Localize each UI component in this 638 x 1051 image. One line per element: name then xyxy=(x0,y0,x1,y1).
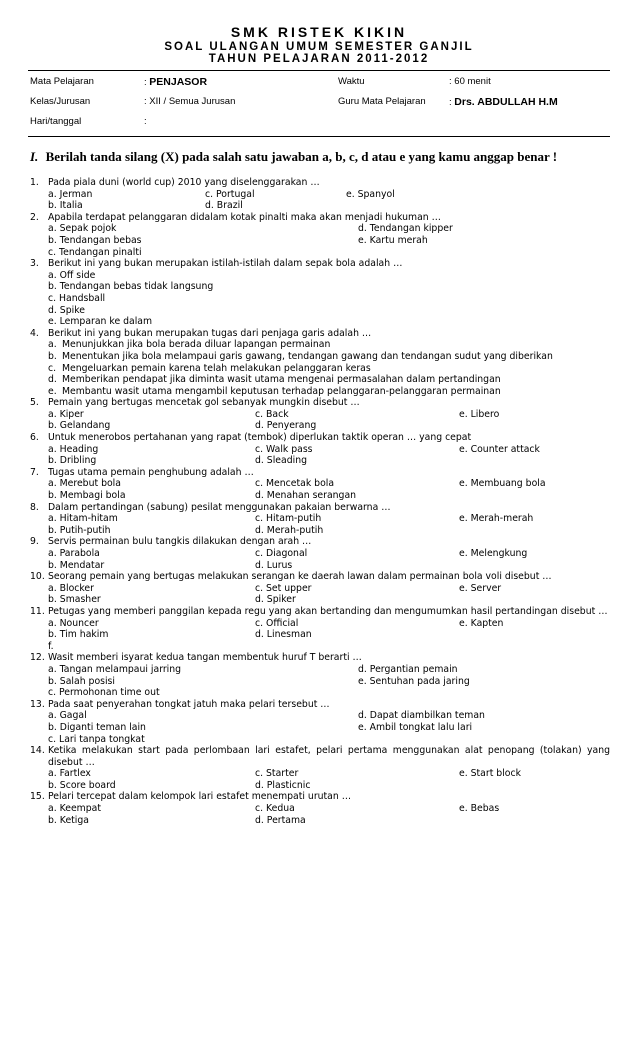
option-label: e. xyxy=(48,385,57,397)
option-c[interactable]: c. Back xyxy=(255,408,289,420)
question-number: 13. xyxy=(30,698,45,710)
option-c[interactable]: c. Lari tanpa tongkat xyxy=(48,733,145,745)
option-d[interactable]: d. Spiker xyxy=(255,594,296,606)
option-c[interactable]: c. Handsball xyxy=(48,292,106,304)
option-d[interactable]: d. Brazil xyxy=(205,200,243,212)
exam-title: SOAL ULANGAN UMUM SEMESTER GANJIL xyxy=(164,41,474,53)
question-text: Servis permainan bulu tangkis dilakukan dengan arah … xyxy=(48,536,312,548)
question-text: Berikut ini yang bukan merupakan istilah-istilah dalam sepak bola adalah … xyxy=(48,258,403,270)
option-b[interactable]: b. Gelandang xyxy=(48,420,111,432)
option-a[interactable]: a. Parabola xyxy=(48,548,100,559)
question-5 xyxy=(30,397,610,432)
teacher-value: Drs. ABDULLAH H.M xyxy=(454,96,558,108)
question-8 xyxy=(30,502,610,537)
option-a[interactable]: a. Nouncer xyxy=(48,617,99,629)
option-label: d. xyxy=(48,374,57,386)
question-15 xyxy=(30,791,610,826)
option-d[interactable]: d. Dapat diambilkan teman xyxy=(358,710,485,722)
option-a[interactable]: a. Fartlex xyxy=(48,768,91,780)
option-a[interactable]: a. Jerman xyxy=(48,188,93,200)
colon: : xyxy=(144,116,147,127)
info-row-subject xyxy=(30,76,610,96)
class-value: XII / Semua Jurusan xyxy=(149,96,236,107)
question-text: Pada saat penyerahan tongkat jatuh maka pelari tersebut … xyxy=(48,698,330,710)
option-c[interactable]: c. Permohonan time out xyxy=(48,687,160,699)
question-text: Apabila terdapat pelanggaran didalam kotak pinalti maka akan menjadi hukuman … xyxy=(48,211,441,223)
option-b[interactable]: b. Tim hakim xyxy=(48,629,109,641)
option-e[interactable]: e. Merah-merah xyxy=(459,513,534,525)
option-a[interactable]: a. Hitam-hitam xyxy=(48,513,118,525)
option-a[interactable]: a. Kiper xyxy=(48,408,84,420)
time-label: Waktu xyxy=(338,76,365,87)
option-c[interactable]: c. Mencetak bola xyxy=(255,478,335,490)
question-number: 9. xyxy=(30,536,39,548)
option-d[interactable]: d. Penyerang xyxy=(255,420,317,432)
question-number: 8. xyxy=(30,501,39,513)
option-e[interactable]: e. Bebas xyxy=(459,803,500,815)
question-number: 5. xyxy=(30,397,39,409)
teacher-label: Guru Mata Pelajaran xyxy=(338,96,426,107)
colon: : xyxy=(144,77,147,88)
option-text: Membantu wasit utama mengambil keputusan terhadap pelanggaran-pelanggaran permainan xyxy=(62,385,501,397)
option-c[interactable]: c. Starter xyxy=(255,768,299,780)
option-e[interactable]: e. Server xyxy=(459,582,502,594)
option-label: a. xyxy=(48,339,57,351)
info-row-date xyxy=(30,116,610,136)
question-number: 6. xyxy=(30,432,39,444)
question-3 xyxy=(30,258,610,328)
question-2 xyxy=(30,212,610,258)
option-d[interactable] xyxy=(48,374,610,386)
question-text: Petugas yang memberi panggilan kepada regu yang akan bertanding dan mengumumkan hasil pertandingan disebut … xyxy=(48,605,608,617)
colon: : xyxy=(449,76,452,87)
option-a[interactable]: a. Blocker xyxy=(48,582,94,594)
option-e[interactable]: e. Sentuhan pada jaring xyxy=(358,675,470,687)
option-c[interactable]: c. Set upper xyxy=(255,582,312,594)
option-b[interactable]: b. Smasher xyxy=(48,594,101,606)
question-12 xyxy=(30,652,610,698)
option-c[interactable]: c. Hitam-putih xyxy=(255,513,322,525)
option-c[interactable]: c. Diagonal xyxy=(255,548,308,559)
option-d[interactable]: d. Menahan serangan xyxy=(255,490,357,502)
option-e[interactable]: e. Ambil tongkat lalu lari xyxy=(358,721,473,733)
subject-label: Mata Pelajaran xyxy=(30,76,94,87)
question-4 xyxy=(30,328,610,398)
question-number: 1. xyxy=(30,177,39,188)
question-text: Wasit memberi isyarat kedua tangan membentuk huruf T berarti … xyxy=(48,652,362,664)
option-e[interactable]: e. Membuang bola xyxy=(459,478,546,490)
question-list xyxy=(30,177,610,826)
option-d[interactable]: d. Lurus xyxy=(255,559,293,571)
option-b[interactable]: b. Diganti teman lain xyxy=(48,721,146,733)
header-divider-top xyxy=(28,70,610,71)
option-e[interactable]: e. Counter attack xyxy=(459,443,540,455)
question-9 xyxy=(30,536,610,571)
question-text: Seorang pemain yang bertugas melakukan serangan ke daerah lawan dalam permainan bola voli disebut … xyxy=(48,571,552,583)
question-number: 2. xyxy=(30,211,39,223)
option-b[interactable]: b. Italia xyxy=(48,200,83,212)
option-a[interactable]: a. Tangan melampaui jarring xyxy=(48,663,182,675)
question-11 xyxy=(30,606,610,652)
question-text: Dalam pertandingan (sabung) pesilat menggunakan pakaian berwarna … xyxy=(48,501,391,513)
option-a[interactable]: a. Keempat xyxy=(48,803,101,815)
question-1 xyxy=(30,177,610,212)
question-number: 3. xyxy=(30,258,39,270)
header-divider-bottom xyxy=(28,136,610,137)
option-b[interactable]: b. Putih-putih xyxy=(48,524,111,536)
colon: : xyxy=(449,97,452,108)
option-text: Mengeluarkan pemain karena telah melakukan pelanggaran keras xyxy=(62,362,371,374)
option-a[interactable]: a. Sepak pojok xyxy=(48,223,117,235)
option-e[interactable]: e. Melengkung xyxy=(459,548,528,559)
option-e[interactable]: e. Kartu merah xyxy=(358,234,428,246)
question-number: 10. xyxy=(30,571,45,583)
option-c[interactable]: c. Portugal xyxy=(205,188,255,200)
question-number: 15. xyxy=(30,791,45,803)
option-c[interactable] xyxy=(48,363,610,375)
option-c[interactable]: c. Tendangan pinalti xyxy=(48,246,142,258)
school-name: SMK RISTEK KIKIN xyxy=(230,24,408,40)
option-e[interactable]: e. Lemparan ke dalam xyxy=(48,316,153,328)
option-e[interactable]: e. Spanyol xyxy=(346,188,395,200)
question-number: 7. xyxy=(30,466,39,478)
option-d[interactable]: d. Sleading xyxy=(255,455,307,467)
info-row-class xyxy=(30,96,610,116)
question-text: Pelari tercepat dalam kelompok lari estafet menempati urutan … xyxy=(48,791,352,803)
option-b[interactable] xyxy=(48,351,610,363)
option-c[interactable]: c. Walk pass xyxy=(255,443,313,455)
option-e[interactable]: e. Start block xyxy=(459,768,521,780)
option-e[interactable] xyxy=(48,386,610,398)
option-d[interactable]: d. Spike xyxy=(48,304,85,316)
option-a[interactable]: a. Off side xyxy=(48,269,96,281)
date-label: Hari/tanggal xyxy=(30,116,82,127)
option-a[interactable] xyxy=(48,339,610,351)
option-f[interactable]: f. xyxy=(48,640,54,652)
question-text: Berikut ini yang bukan merupakan tugas dari penjaga garis adalah … xyxy=(48,327,372,339)
option-label: b. xyxy=(48,350,57,362)
academic-year: TAHUN PELAJARAN 2011-2012 xyxy=(208,53,430,65)
option-d[interactable]: d. Linesman xyxy=(255,629,312,641)
question-14 xyxy=(30,745,610,791)
question-number: 14. xyxy=(30,745,45,757)
question-10 xyxy=(30,571,610,606)
question-text: Untuk menerobos pertahanan yang rapat (tembok) diperlukan taktik operan … yang cepat xyxy=(48,432,472,444)
question-13 xyxy=(30,699,610,745)
question-6 xyxy=(30,432,610,467)
option-b[interactable]: b. Mendatar xyxy=(48,559,105,571)
option-d[interactable]: d. Merah-putih xyxy=(255,524,324,536)
option-d[interactable]: d. Plasticnic xyxy=(255,779,311,791)
option-c[interactable]: c. Official xyxy=(255,617,299,629)
time-value: 60 menit xyxy=(454,76,491,87)
option-b[interactable]: b. Score board xyxy=(48,779,116,791)
option-text: Memberikan pendapat jika diminta wasit utama mengenai permasalahan dalam pertandingan xyxy=(62,374,501,386)
option-label: c. xyxy=(48,362,57,374)
option-d[interactable]: d. Pertama xyxy=(255,814,306,826)
question-text: Pada piala duni (world cup) 2010 yang diselenggarakan … xyxy=(48,177,320,188)
question-number: 11. xyxy=(30,605,45,617)
option-e[interactable]: e. Kapten xyxy=(459,617,504,629)
exam-info xyxy=(30,76,610,136)
question-text: Ketika melakukan start pada perlombaan lari estafet, pelari pertama menggunakan alat penopang (tolakan) yang disebut … xyxy=(48,745,610,768)
option-c[interactable]: c. Kedua xyxy=(255,803,295,815)
instruction xyxy=(30,149,610,165)
option-b[interactable]: b. Dribling xyxy=(48,455,97,467)
option-text: Menentukan jika bola melampaui garis gawang, tendangan gawang dan tendangan sudut yang diberikan xyxy=(62,350,553,362)
question-text: Tugas utama pemain penghubung adalah … xyxy=(48,466,254,478)
option-b[interactable]: b. Tendangan bebas tidak langsung xyxy=(48,281,214,293)
option-d[interactable]: d. Tendangan kipper xyxy=(358,223,453,235)
option-b[interactable]: b. Tendangan bebas xyxy=(48,234,142,246)
subject-value: PENJASOR xyxy=(149,76,208,88)
question-number: 12. xyxy=(30,652,45,664)
colon: : xyxy=(144,96,147,107)
question-text: Pemain yang bertugas mencetak gol sebanyak mungkin disebut … xyxy=(48,397,360,409)
option-b[interactable]: b. Membagi bola xyxy=(48,490,126,502)
option-d[interactable]: d. Pergantian pemain xyxy=(358,663,458,675)
option-b[interactable]: b. Ketiga xyxy=(48,814,89,826)
option-text: Menunjukkan jika bola berada diluar lapangan permainan xyxy=(62,339,331,351)
question-7 xyxy=(30,467,610,502)
instruction-text: Berilah tanda silang (X) pada salah satu jawaban a, b, c, d atau e yang kamu anggap benar ! xyxy=(45,149,558,164)
option-e[interactable]: e. Libero xyxy=(459,408,500,420)
option-a[interactable]: a. Gagal xyxy=(48,710,87,722)
option-b[interactable]: b. Salah posisi xyxy=(48,675,115,687)
instruction-number: I. xyxy=(30,149,39,164)
option-a[interactable]: a. Merebut bola xyxy=(48,478,121,490)
class-label: Kelas/Jurusan xyxy=(30,96,91,107)
question-number: 4. xyxy=(30,327,39,339)
option-a[interactable]: a. Heading xyxy=(48,443,99,455)
